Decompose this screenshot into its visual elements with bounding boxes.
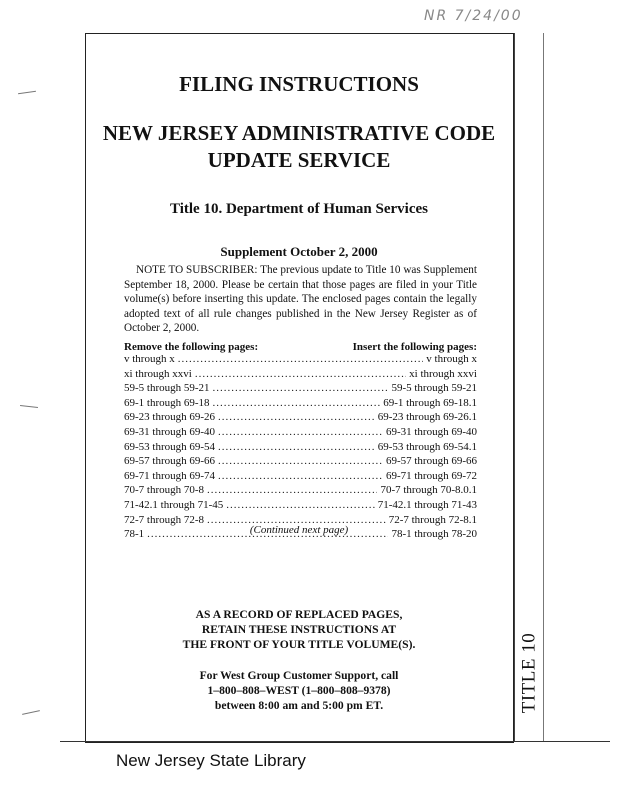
list-item: 69-31 through 69-40 ..... 69-31 through 69-40 (124, 426, 477, 441)
code-heading: NEW JERSEY ADMINISTRATIVE CODE UPDATE SERVICE (102, 121, 496, 172)
scan-mark (22, 710, 40, 715)
title-heading: Title 10. Department of Human Services (169, 201, 429, 217)
customer-support: For West Group Customer Support, call 1–800–808–WEST (1–800–808–9378) between 8:00 am and 5:00 pm ET. (199, 669, 399, 712)
library-footer: New Jersey State Library (116, 751, 306, 770)
bottom-rule (60, 741, 610, 742)
list-item: 69-1 through 69-18 ..... 69-1 through 69-18.1 (124, 397, 477, 412)
list-item: 72-7 through 72-8 ..... 72-7 through 72-8.1 (124, 514, 477, 529)
list-item: 70-7 through 70-8 ..... 70-7 through 70-8.0.1 (124, 484, 477, 499)
filing-instructions-heading: FILING INSTRUCTIONS (179, 72, 419, 96)
list-item: v through x ..... v through x (124, 353, 477, 368)
list-item: 71-42.1 through 71-45 ..... 71-42.1 through 71-43 (124, 499, 477, 514)
list-item: 69-57 through 69-66 ..... 69-57 through 69-66 (124, 455, 477, 470)
list-item: 69-23 through 69-26 ..... 69-23 through 69-26.1 (124, 411, 477, 426)
scan-mark (18, 91, 36, 94)
insert-header: Insert the following pages: (352, 341, 477, 353)
record-notice: AS A RECORD OF REPLACED PAGES, RETAIN THESE INSTRUCTIONS AT THE FRONT OF YOUR TITLE VOLUME(S). (182, 608, 416, 651)
handwritten-stamp: NR 7/24/00 (424, 8, 523, 24)
tab-label: TITLE 10 (518, 632, 540, 714)
continued-note: (Continued next page) (249, 524, 349, 536)
remove-header: Remove the following pages: (124, 341, 259, 353)
list-item: xi through xxvi ..... xi through xxvi (124, 368, 477, 383)
page-list (124, 353, 477, 543)
page-list-header (124, 341, 477, 353)
note-to-subscriber: NOTE TO SUBSCRIBER: The previous update to Title 10 was Supplement September 18, 2000. Please be certain that those pages are filed in your Title volume(s) before inserting this update. The enclosed pages contain the legally adopted text of all rule changes published in the New Jersey Register as of October 2, 2000. (124, 264, 477, 334)
scan-mark (20, 405, 38, 408)
list-item: 59-5 through 59-21 ..... 59-5 through 59-21 (124, 382, 477, 397)
list-item: 78-1 ..... 78-1 through 78-20 (124, 528, 477, 543)
list-item: 69-71 through 69-74 ..... 69-71 through 69-72 (124, 470, 477, 485)
supplement-heading: Supplement October 2, 2000 (220, 244, 378, 259)
list-item: 69-53 through 69-54 ..... 69-53 through 69-54.1 (124, 441, 477, 456)
